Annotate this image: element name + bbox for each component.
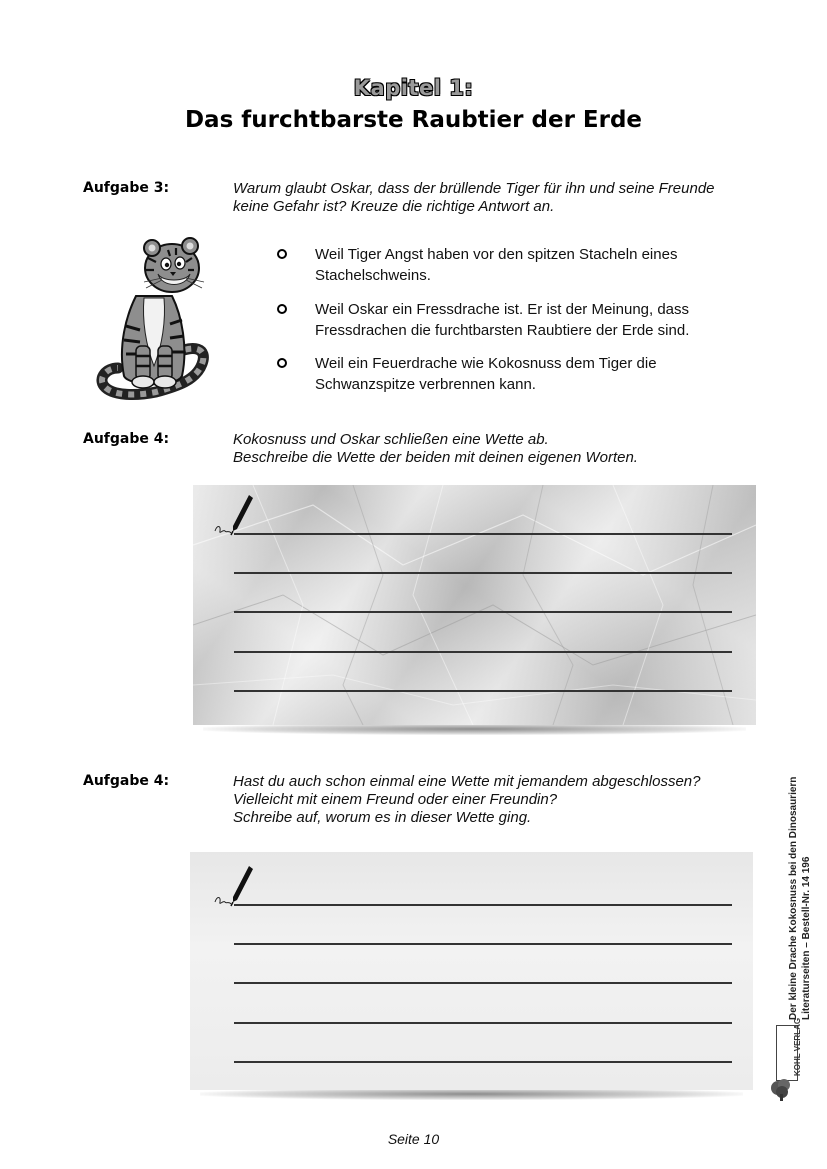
writing-area-2[interactable] — [190, 852, 753, 1090]
task4a-label: Aufgabe 4: — [83, 431, 170, 447]
tree-logo-icon — [768, 1076, 794, 1102]
option3-radio-icon[interactable] — [277, 358, 287, 368]
writing-line — [234, 1061, 732, 1063]
task4a-line1: Kokosnuss und Oskar schließen eine Wette ab. — [233, 431, 549, 448]
option3-line2: Schwanzspitze verbrennen kann. — [315, 376, 536, 393]
side-line1: Der kleine Drache Kokosnuss bei den Dinosauriern — [788, 776, 799, 1020]
option1-line1: Weil Tiger Angst haben vor den spitzen Stacheln eines — [315, 246, 678, 263]
option1-text — [315, 244, 735, 286]
option1-line2: Stachelschweins. — [315, 267, 431, 284]
writing-line — [234, 651, 732, 653]
option2-line1: Weil Oskar ein Fressdrache ist. Er ist der Meinung, dass — [315, 301, 690, 318]
option3-text — [315, 353, 735, 395]
writing-line — [234, 572, 732, 574]
task3-label: Aufgabe 3: — [83, 180, 170, 196]
writing-line — [234, 904, 732, 906]
publisher-name: KOHL VERLAG — [793, 1017, 802, 1076]
page-title: Das furchtbarste Raubtier der Erde — [184, 107, 643, 133]
tiger-icon — [96, 236, 212, 402]
task3-question-line1: Warum glaubt Oskar, dass der brüllende Tiger für ihn und seine Freunde — [233, 180, 715, 197]
task4a-line2: Beschreibe die Wette der beiden mit deinen eigenen Worten. — [233, 449, 638, 466]
task4b-instructions — [233, 773, 753, 827]
task4b-line1: Hast du auch schon einmal eine Wette mit jemandem abgeschlossen? — [233, 773, 701, 790]
side-line2: Literaturseiten – Bestell-Nr. 14 196 — [801, 856, 812, 1020]
writing-area-1[interactable] — [193, 485, 756, 725]
writing-line — [234, 611, 732, 613]
option1-radio-icon[interactable] — [277, 249, 287, 259]
side-publication-info — [787, 777, 813, 1020]
task4b-line2: Vielleicht mit einem Freund oder einer Freundin? — [233, 791, 558, 808]
option2-text — [315, 299, 735, 341]
option2-line2: Fressdrachen die furchtbarsten Raubtiere der Erde sind. — [315, 322, 690, 339]
writing-line — [234, 982, 732, 984]
writing-line — [234, 533, 732, 535]
task4b-label: Aufgabe 4: — [83, 773, 170, 789]
task3-question-line2: keine Gefahr ist? Kreuze die richtige Antwort an. — [233, 198, 555, 215]
crumple-texture — [193, 485, 756, 725]
task4b-line3: Schreibe auf, worum es in dieser Wette ging. — [233, 809, 532, 826]
pen-icon — [213, 864, 255, 908]
writing-line — [234, 690, 732, 692]
page-number: Seite 10 — [387, 1131, 440, 1147]
option2-radio-icon[interactable] — [277, 304, 287, 314]
pen-icon — [213, 493, 255, 537]
writing-line — [234, 1022, 732, 1024]
chapter-heading: Kapitel 1: — [353, 76, 474, 100]
task4a-instructions — [233, 431, 753, 467]
writing-line — [234, 943, 732, 945]
task3-question — [233, 180, 753, 216]
option3-line1: Weil ein Feuerdrache wie Kokosnuss dem Tiger die — [315, 355, 657, 372]
